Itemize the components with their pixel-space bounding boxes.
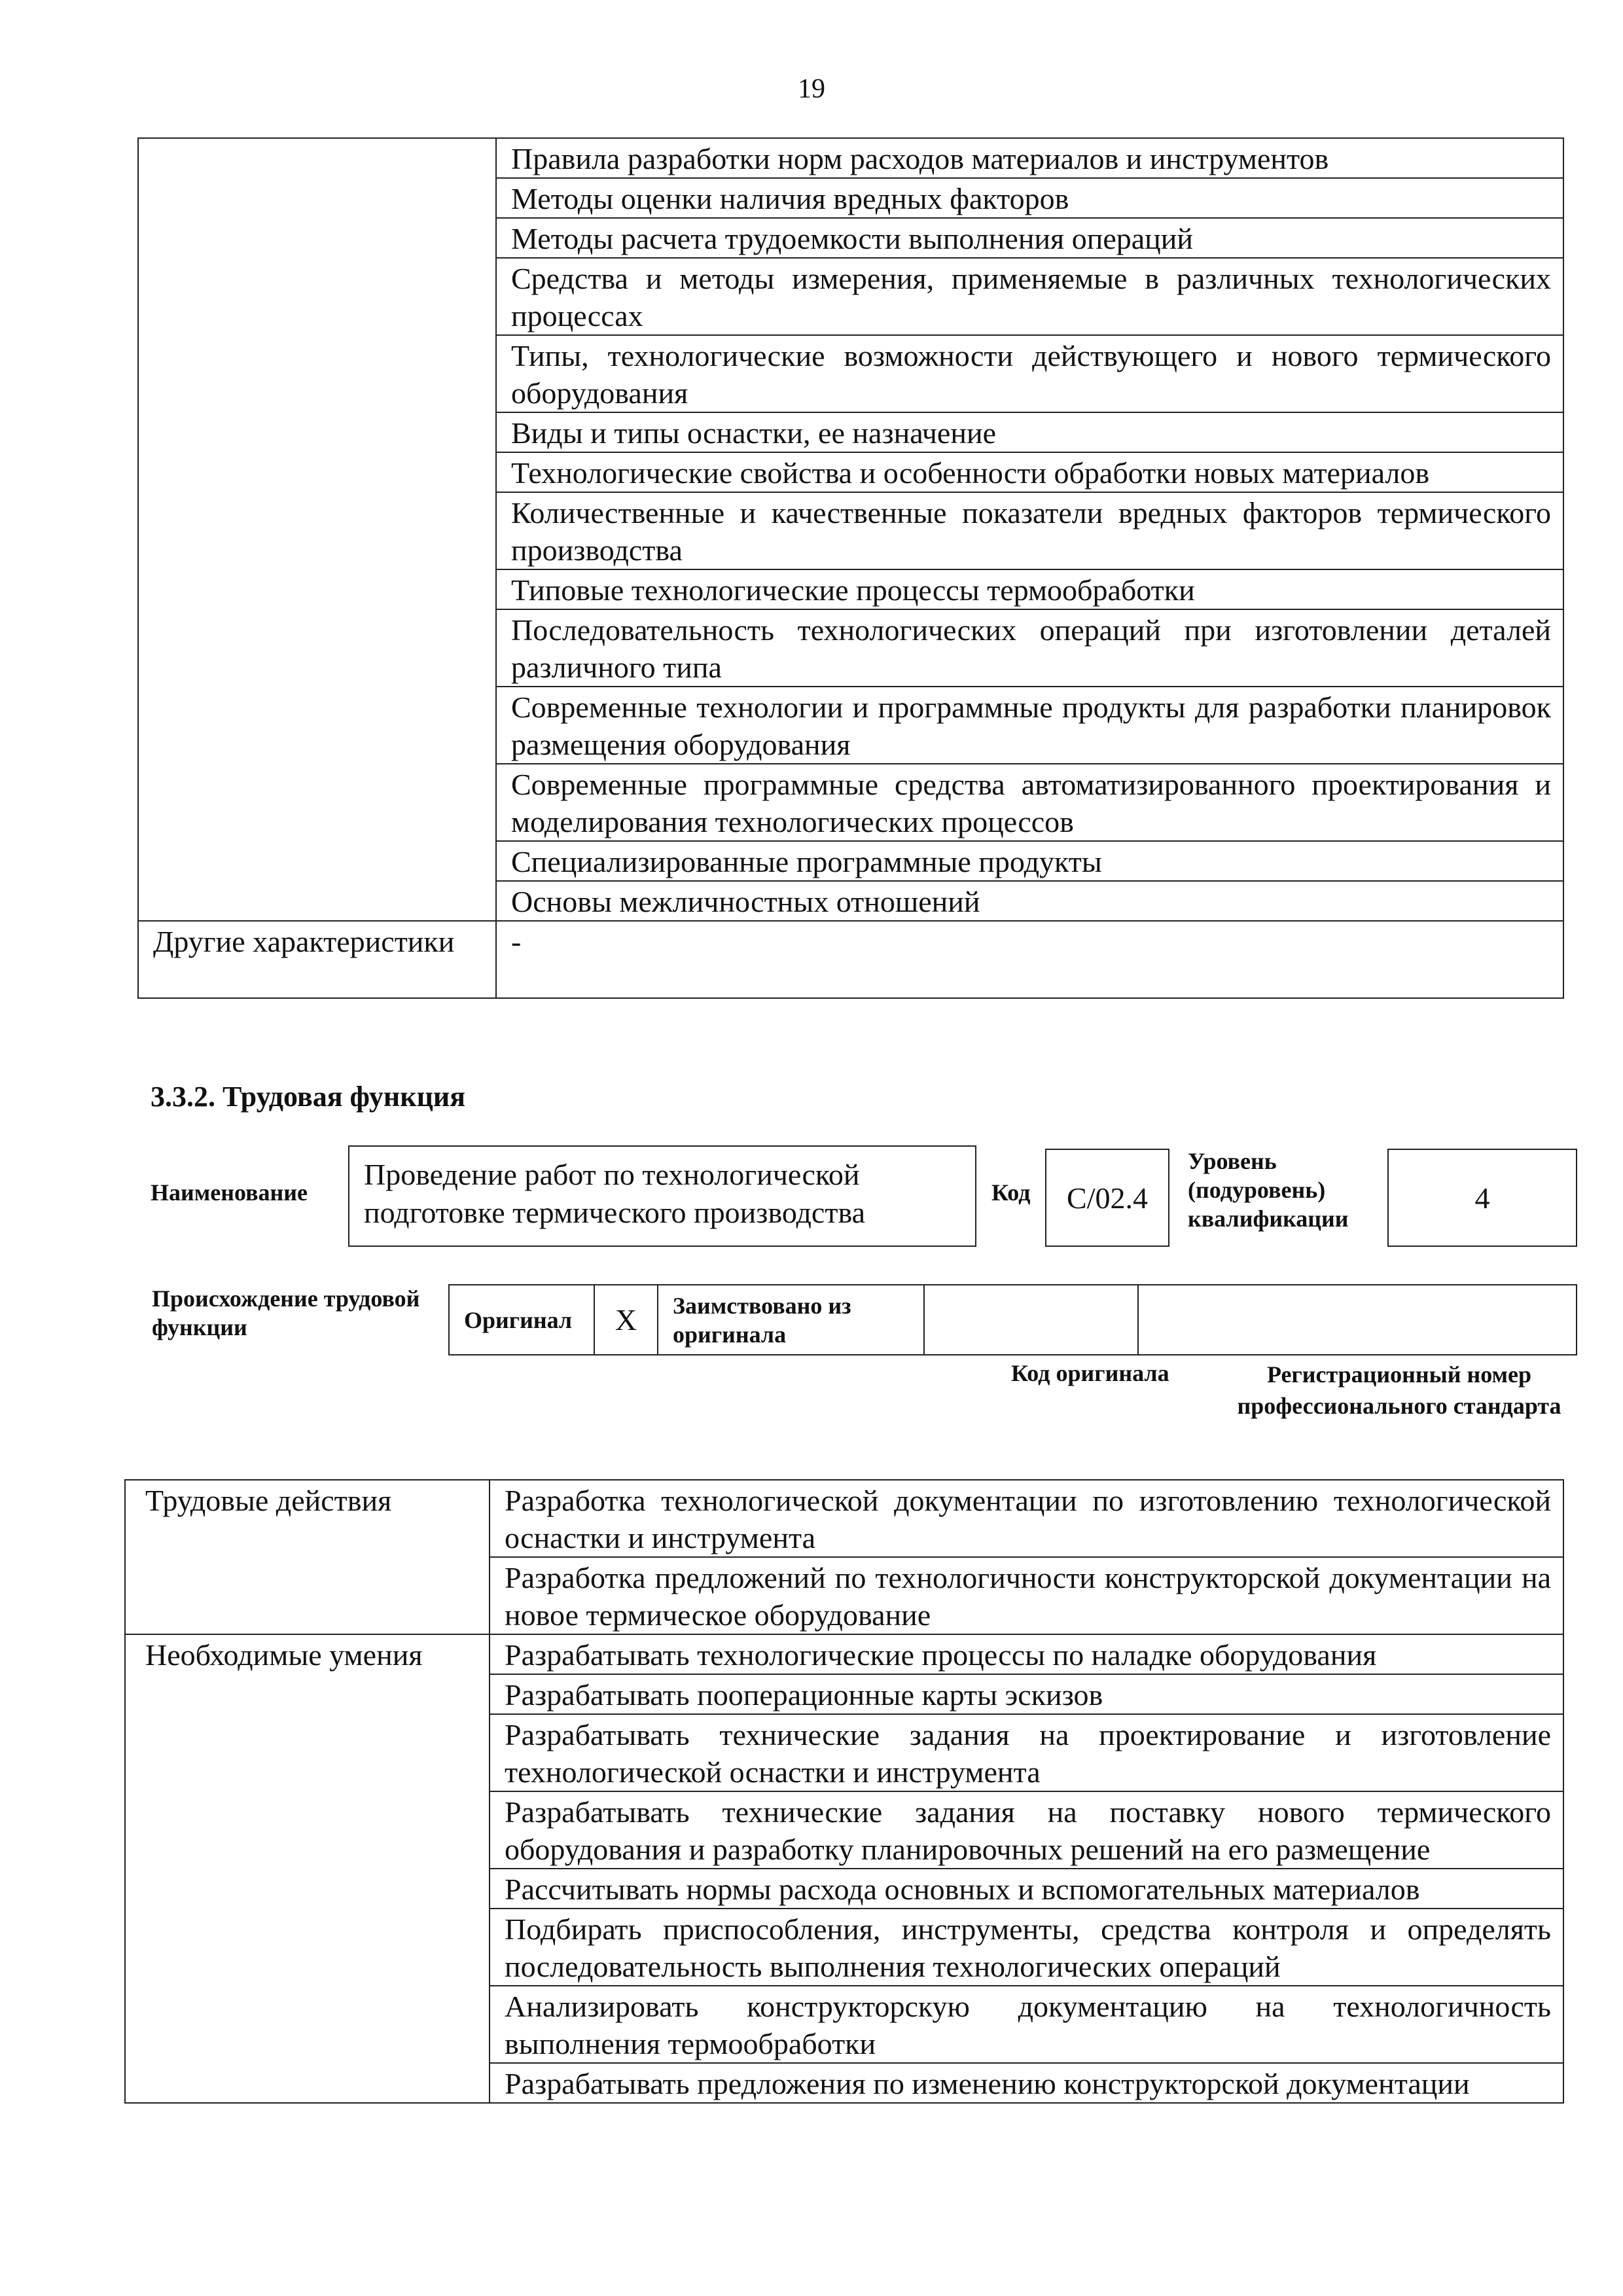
borrowed-label-cell: Заимствовано из оригинала: [658, 1285, 924, 1355]
origin-table: [448, 1284, 1577, 1355]
section-heading: 3.3.2. Трудовая функция: [151, 1081, 466, 1113]
knowledge-item: Современные технологии и программные продукты для разработки планировок размещения оборудования: [496, 687, 1563, 764]
skill-item: Анализировать конструкторскую документацию на технологичность выполнения термообработки: [490, 1986, 1563, 2063]
skill-item: Разрабатывать технические задания на проектирование и изготовление технологической оснастки и инструмента: [490, 1714, 1563, 1791]
knowledge-item: Количественные и качественные показатели вредных факторов термического производства: [496, 492, 1563, 569]
original-code-cell: [924, 1285, 1138, 1355]
table-row: [138, 921, 1563, 998]
knowledge-item: Правила разработки норм расходов материалов и инструментов: [496, 138, 1563, 178]
knowledge-item: Методы оценки наличия вредных факторов: [496, 178, 1563, 218]
knowledge-table: [137, 137, 1564, 999]
knowledge-item: Методы расчета трудоемкости выполнения операций: [496, 218, 1563, 258]
original-label-cell: Оригинал: [449, 1285, 594, 1355]
table-row: [449, 1285, 1577, 1355]
knowledge-item: Последовательность технологических операций при изготовлении деталей различного типа: [496, 609, 1563, 687]
knowledge-item: Современные программные средства автоматизированного проектирования и моделирования технологических процессов: [496, 764, 1563, 841]
function-name-box: Проведение работ по технологической подготовке термического производства: [348, 1145, 976, 1247]
registration-number-caption: Регистрационный номер профессионального стандарта: [1237, 1361, 1561, 1419]
origin-label: Происхождение трудовой функции: [152, 1285, 420, 1340]
other-characteristics-value: -: [496, 921, 1563, 998]
skill-item: Разрабатывать предложения по изменению конструкторской документации: [490, 2063, 1563, 2103]
knowledge-item: Технологические свойства и особенности обработки новых материалов: [496, 452, 1563, 492]
knowledge-item: Виды и типы оснастки, ее назначение: [496, 412, 1563, 452]
original-mark-cell: X: [594, 1285, 658, 1355]
table-row: [125, 1480, 1563, 1557]
required-skills-label: Необходимые умения: [125, 1634, 490, 2103]
original-code-caption: Код оригинала: [1011, 1360, 1169, 1386]
name-label: Наименование: [151, 1179, 308, 1206]
knowledge-item: Основы межличностных отношений: [496, 881, 1563, 921]
table-row: [125, 1634, 1563, 1674]
knowledge-label-cell: [138, 138, 496, 921]
table-row: [138, 138, 1563, 178]
labor-action-item: Разработка предложений по технологичности конструкторской документации на новое термическое оборудование: [490, 1557, 1563, 1634]
function-table: [124, 1479, 1564, 2104]
knowledge-item: Специализированные программные продукты: [496, 841, 1563, 881]
other-characteristics-label: Другие характеристики: [138, 921, 496, 998]
labor-action-item: Разработка технологической документации по изготовлению технологической оснастки и инструмента: [490, 1480, 1563, 1557]
knowledge-item: Средства и методы измерения, применяемые в различных технологических процессах: [496, 258, 1563, 335]
registration-number-cell: [1138, 1285, 1577, 1355]
labor-actions-label: Трудовые действия: [125, 1480, 490, 1634]
page-number: 19: [798, 74, 825, 104]
code-label: Код: [991, 1179, 1031, 1206]
skill-item: Рассчитывать нормы расхода основных и вспомогательных материалов: [490, 1869, 1563, 1909]
skill-item: Разрабатывать технологические процессы по наладке оборудования: [490, 1634, 1563, 1674]
skill-item: Разрабатывать технические задания на поставку нового термического оборудования и разработку планировочных решений на его размещение: [490, 1791, 1563, 1869]
function-code-box: C/02.4: [1045, 1149, 1169, 1247]
qualification-level-box: 4: [1387, 1149, 1577, 1247]
knowledge-item: Типовые технологические процессы термообработки: [496, 569, 1563, 609]
qualification-level-label: Уровень (подуровень) квалификации: [1188, 1148, 1349, 1232]
knowledge-item: Типы, технологические возможности действующего и нового термического оборудования: [496, 335, 1563, 412]
skill-item: Подбирать приспособления, инструменты, средства контроля и определять последовательность выполнения технологических операций: [490, 1909, 1563, 1986]
skill-item: Разрабатывать пооперационные карты эскизов: [490, 1674, 1563, 1714]
